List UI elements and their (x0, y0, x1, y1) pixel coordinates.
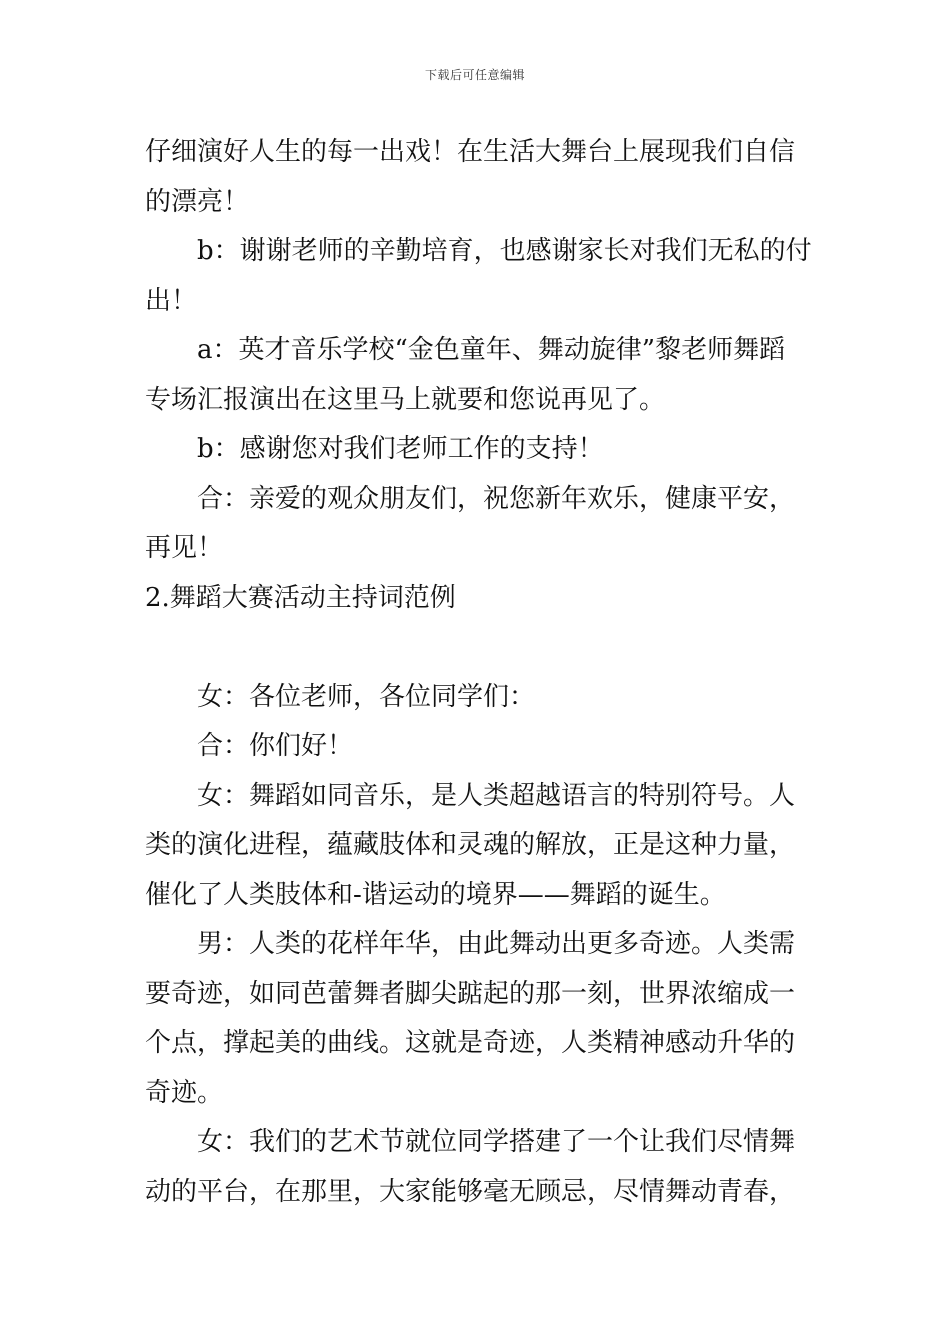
text-line: 再见！ (145, 533, 224, 563)
text-line: 女：我们的艺术节就位同学搭建了一个让我们尽情舞 (197, 1127, 796, 1157)
text-line: 仔细演好人生的每一出戏！在生活大舞台上展现我们自信 (145, 137, 796, 167)
text-line: a：英才音乐学校“金色童年、舞动旋律”黎老师舞蹈 (197, 335, 786, 365)
text-line: 合：你们好！ (197, 731, 354, 761)
document-body (145, 128, 812, 1217)
text-line: 女：各位老师，各位同学们： (197, 681, 536, 712)
text-line: 要奇迹，如同芭蕾舞者脚尖踮起的那一刻，世界浓缩成一 (145, 978, 796, 1009)
text-line: 合：亲爱的观众朋友们，祝您新年欢乐，健康平安， (197, 483, 796, 514)
page-header: 下载后可任意编辑 (424, 68, 525, 82)
section-heading: 2.舞蹈大赛活动主持词范例 (145, 582, 456, 613)
text-line: 的漂亮！ (145, 186, 250, 217)
text-line: 专场汇报演出在这里马上就要和您说再见了。 (145, 384, 666, 415)
text-line: 动的平台，在那里，大家能够毫无顾忌，尽情舞动青春， (145, 1176, 796, 1207)
text-line: 个点，撑起美的曲线。这就是奇迹，人类精神感动升华的 (145, 1028, 796, 1058)
text-line: 催化了人类肢体和-谐运动的境界——舞蹈的诞生。 (145, 879, 726, 910)
text-line: 出！ (145, 285, 198, 316)
text-line: 类的演化进程，蕴藏肢体和灵魂的解放，正是这种力量， (145, 830, 796, 860)
text-line: 奇迹。 (145, 1077, 224, 1108)
text-line: b：感谢您对我们老师工作的支持！ (197, 434, 604, 464)
text-line: b：谢谢老师的辛勤培育，也感谢家长对我们无私的付 (197, 236, 812, 266)
blank-line (145, 623, 809, 673)
text-line: 男：人类的花样年华，由此舞动出更多奇迹。人类需 (197, 929, 796, 959)
text-line: 女：舞蹈如同音乐，是人类超越语言的特别符号。人 (197, 780, 796, 811)
